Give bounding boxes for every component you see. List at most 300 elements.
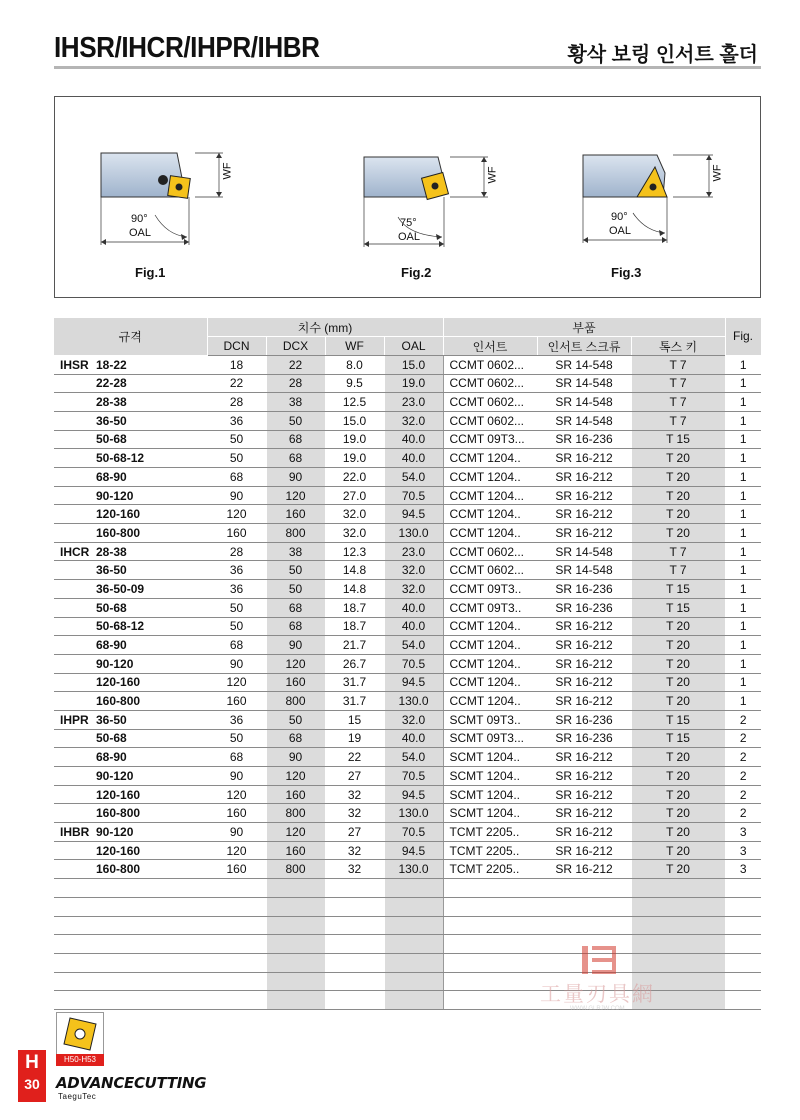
table-row xyxy=(54,654,761,673)
fig-cell: 1 xyxy=(725,355,761,374)
insert-cell: CCMT 1204.. xyxy=(443,617,537,636)
table-row xyxy=(54,692,761,711)
key-cell: T 15 xyxy=(631,710,725,729)
section-tab xyxy=(18,1050,46,1102)
dcx-cell: 90 xyxy=(266,468,325,487)
empty-cell xyxy=(443,953,537,972)
key-cell: T 20 xyxy=(631,486,725,505)
key-cell: T 20 xyxy=(631,767,725,786)
model-cell xyxy=(54,411,207,430)
empty-cell xyxy=(443,991,537,1010)
dcn-cell: 160 xyxy=(207,524,266,543)
model-range: 18-22 xyxy=(96,357,127,372)
fig-cell: 1 xyxy=(725,374,761,393)
empty-cell xyxy=(266,879,325,898)
dcx-cell: 38 xyxy=(266,542,325,561)
section-letter: H xyxy=(25,1052,39,1073)
wf-cell: 8.0 xyxy=(325,355,384,374)
watermark-url: WWW.GLRJW.COM xyxy=(570,1006,625,1012)
fig-cell: 3 xyxy=(725,841,761,860)
dcx-cell: 22 xyxy=(266,355,325,374)
header-key: 톡스 키 xyxy=(631,337,725,356)
key-cell: T 20 xyxy=(631,468,725,487)
fig-cell: 1 xyxy=(725,617,761,636)
empty-cell xyxy=(325,953,384,972)
empty-cell xyxy=(266,897,325,916)
empty-cell xyxy=(443,972,537,991)
brand-sub: TaeguTec xyxy=(58,1092,97,1101)
model-cell xyxy=(54,598,207,617)
fig-cell: 1 xyxy=(725,468,761,487)
dcx-cell: 120 xyxy=(266,486,325,505)
wf-cell: 9.5 xyxy=(325,374,384,393)
wf-cell: 19.0 xyxy=(325,430,384,449)
screw-cell: SR 14-548 xyxy=(537,355,631,374)
empty-cell xyxy=(537,916,631,935)
model-prefix: IHCR xyxy=(60,544,90,559)
figure-3 xyxy=(577,97,747,280)
header-wf: WF xyxy=(325,337,384,356)
key-cell: T 20 xyxy=(631,804,725,823)
empty-cell xyxy=(725,897,761,916)
empty-cell xyxy=(537,897,631,916)
empty-cell xyxy=(207,953,266,972)
table-row xyxy=(54,542,761,561)
table-row xyxy=(54,411,761,430)
empty-cell xyxy=(207,879,266,898)
insert-cell: CCMT 1204.. xyxy=(443,636,537,655)
empty-cell xyxy=(266,916,325,935)
oal-cell: 23.0 xyxy=(384,542,443,561)
key-cell: T 15 xyxy=(631,729,725,748)
model-cell xyxy=(54,729,207,748)
wf-cell: 32 xyxy=(325,841,384,860)
insert-cell: CCMT 0602... xyxy=(443,542,537,561)
key-cell: T 20 xyxy=(631,823,725,842)
empty-cell xyxy=(266,953,325,972)
table-row xyxy=(54,710,761,729)
dcn-cell: 50 xyxy=(207,449,266,468)
key-cell: T 20 xyxy=(631,524,725,543)
key-cell: T 7 xyxy=(631,374,725,393)
page-subtitle: 황삭 보링 인서트 홀더 xyxy=(567,44,758,66)
dcn-cell: 120 xyxy=(207,841,266,860)
wf-cell: 18.7 xyxy=(325,617,384,636)
model-range: 90-120 xyxy=(96,488,134,503)
insert-cell: TCMT 2205.. xyxy=(443,823,537,842)
screw-cell: SR 16-212 xyxy=(537,654,631,673)
model-range: 120-160 xyxy=(96,843,141,858)
screw-cell: SR 16-212 xyxy=(537,449,631,468)
screw-cell: SR 16-236 xyxy=(537,580,631,599)
model-range: 36-50 xyxy=(96,712,127,727)
dcx-cell: 800 xyxy=(266,860,325,879)
insert-cell: CCMT 1204.. xyxy=(443,692,537,711)
dcx-cell: 160 xyxy=(266,841,325,860)
model-range: 90-120 xyxy=(96,768,134,783)
model-cell xyxy=(54,785,207,804)
empty-cell xyxy=(266,935,325,954)
dcn-cell: 50 xyxy=(207,598,266,617)
empty-cell xyxy=(207,916,266,935)
wf-cell: 19 xyxy=(325,729,384,748)
key-cell: T 20 xyxy=(631,449,725,468)
dcn-cell: 160 xyxy=(207,860,266,879)
fig-cell: 1 xyxy=(725,411,761,430)
fig-cell: 3 xyxy=(725,860,761,879)
key-cell: T 20 xyxy=(631,748,725,767)
model-cell xyxy=(54,505,207,524)
dcn-cell: 120 xyxy=(207,505,266,524)
empty-cell xyxy=(443,879,537,898)
fig-cell: 1 xyxy=(725,692,761,711)
dcn-cell: 50 xyxy=(207,617,266,636)
empty-cell xyxy=(54,879,207,898)
empty-cell xyxy=(631,879,725,898)
table-row xyxy=(54,729,761,748)
model-cell xyxy=(54,374,207,393)
model-range: 28-38 xyxy=(96,544,127,559)
fig-cell: 1 xyxy=(725,673,761,692)
wf-cell: 27.0 xyxy=(325,486,384,505)
oal-cell: 40.0 xyxy=(384,729,443,748)
oal-cell: 70.5 xyxy=(384,486,443,505)
figure-3-caption: Fig.3 xyxy=(611,265,642,280)
model-range: 120-160 xyxy=(96,507,141,522)
dcn-cell: 90 xyxy=(207,654,266,673)
dcx-cell: 800 xyxy=(266,524,325,543)
model-range: 36-50 xyxy=(96,413,127,428)
oal-cell: 94.5 xyxy=(384,785,443,804)
dcn-cell: 90 xyxy=(207,767,266,786)
oal-cell: 130.0 xyxy=(384,804,443,823)
fig-cell: 2 xyxy=(725,710,761,729)
key-cell: T 20 xyxy=(631,636,725,655)
wf-cell: 26.7 xyxy=(325,654,384,673)
table-row xyxy=(54,505,761,524)
fig-cell: 2 xyxy=(725,748,761,767)
insert-thumbnail-icon xyxy=(56,1012,104,1058)
empty-cell xyxy=(443,916,537,935)
dcx-cell: 160 xyxy=(266,505,325,524)
figure-2-oal-label: OAL xyxy=(398,231,421,243)
fig-cell: 1 xyxy=(725,636,761,655)
model-prefix: IHBR xyxy=(60,824,90,839)
dcx-cell: 120 xyxy=(266,654,325,673)
fig-cell: 1 xyxy=(725,393,761,412)
dcx-cell: 120 xyxy=(266,767,325,786)
dcn-cell: 90 xyxy=(207,486,266,505)
table-row xyxy=(54,767,761,786)
dcn-cell: 22 xyxy=(207,374,266,393)
table-row xyxy=(54,374,761,393)
empty-cell xyxy=(384,953,443,972)
empty-cell xyxy=(325,879,384,898)
figure-3-angle-label: 90° xyxy=(611,211,628,223)
empty-cell xyxy=(384,972,443,991)
figure-1-wf-label: WF xyxy=(221,162,234,180)
empty-cell xyxy=(325,991,384,1010)
table-row xyxy=(54,468,761,487)
key-cell: T 20 xyxy=(631,505,725,524)
fig-cell: 1 xyxy=(725,561,761,580)
key-cell: T 20 xyxy=(631,841,725,860)
insert-cell: CCMT 0602... xyxy=(443,374,537,393)
model-range: 90-120 xyxy=(96,824,134,839)
oal-cell: 130.0 xyxy=(384,692,443,711)
dcx-cell: 160 xyxy=(266,673,325,692)
oal-cell: 40.0 xyxy=(384,449,443,468)
table-row xyxy=(54,355,761,374)
wf-cell: 22.0 xyxy=(325,468,384,487)
insert-cell: CCMT 0602... xyxy=(443,393,537,412)
empty-cell xyxy=(725,953,761,972)
oal-cell: 130.0 xyxy=(384,524,443,543)
screw-cell: SR 16-212 xyxy=(537,524,631,543)
insert-cell: TCMT 2205.. xyxy=(443,841,537,860)
model-range: 120-160 xyxy=(96,787,141,802)
empty-cell xyxy=(54,953,207,972)
screw-cell: SR 16-212 xyxy=(537,785,631,804)
screw-cell: SR 16-212 xyxy=(537,486,631,505)
empty-cell xyxy=(325,897,384,916)
header-screw: 인서트 스크류 xyxy=(537,337,631,356)
empty-cell xyxy=(207,972,266,991)
dcn-cell: 90 xyxy=(207,823,266,842)
table-row xyxy=(54,673,761,692)
insert-cell: CCMT 1204.. xyxy=(443,654,537,673)
model-range: 28-38 xyxy=(96,395,127,410)
wf-cell: 19.0 xyxy=(325,449,384,468)
dcn-cell: 120 xyxy=(207,673,266,692)
header-spec: 규격 xyxy=(54,318,207,355)
wf-cell: 32 xyxy=(325,804,384,823)
dcx-cell: 50 xyxy=(266,561,325,580)
table-row xyxy=(54,486,761,505)
dcn-cell: 68 xyxy=(207,748,266,767)
page-title: IHSR/IHCR/IHPR/IHBR xyxy=(54,32,320,64)
oal-cell: 130.0 xyxy=(384,860,443,879)
oal-cell: 15.0 xyxy=(384,355,443,374)
table-row xyxy=(54,524,761,543)
figure-2-angle-label: 75° xyxy=(400,217,417,229)
model-range: 68-90 xyxy=(96,750,127,765)
header-fig: Fig. xyxy=(725,318,761,355)
empty-cell xyxy=(54,991,207,1010)
fig-cell: 2 xyxy=(725,804,761,823)
empty-row xyxy=(54,916,761,935)
insert-cell: SCMT 1204.. xyxy=(443,804,537,823)
oal-cell: 54.0 xyxy=(384,468,443,487)
oal-cell: 32.0 xyxy=(384,411,443,430)
figure-2 xyxy=(358,97,528,280)
model-range: 90-120 xyxy=(96,656,134,671)
model-range: 22-28 xyxy=(96,376,127,391)
model-range: 36-50-09 xyxy=(96,581,145,596)
screw-cell: SR 16-212 xyxy=(537,505,631,524)
model-cell xyxy=(54,673,207,692)
figure-1-caption: Fig.1 xyxy=(135,265,166,280)
wf-cell: 27 xyxy=(325,767,384,786)
dcn-cell: 160 xyxy=(207,804,266,823)
dcx-cell: 50 xyxy=(266,580,325,599)
screw-cell: SR 14-548 xyxy=(537,393,631,412)
dcn-cell: 68 xyxy=(207,468,266,487)
figure-3-wf-label: WF xyxy=(711,164,724,182)
key-cell: T 7 xyxy=(631,411,725,430)
insert-cell: SCMT 1204.. xyxy=(443,748,537,767)
key-cell: T 15 xyxy=(631,430,725,449)
dcn-cell: 18 xyxy=(207,355,266,374)
empty-cell xyxy=(537,879,631,898)
oal-cell: 40.0 xyxy=(384,598,443,617)
wf-cell: 32 xyxy=(325,860,384,879)
table-row xyxy=(54,860,761,879)
empty-cell xyxy=(384,916,443,935)
key-cell: T 7 xyxy=(631,355,725,374)
model-cell xyxy=(54,355,207,374)
empty-cell xyxy=(54,916,207,935)
screw-cell: SR 16-236 xyxy=(537,729,631,748)
insert-cell: TCMT 2205.. xyxy=(443,860,537,879)
empty-cell xyxy=(384,897,443,916)
screw-cell: SR 16-212 xyxy=(537,692,631,711)
table-row xyxy=(54,785,761,804)
screw-cell: SR 14-548 xyxy=(537,542,631,561)
key-cell: T 15 xyxy=(631,580,725,599)
table-row xyxy=(54,823,761,842)
dcx-cell: 90 xyxy=(266,636,325,655)
model-range: 50-68-12 xyxy=(96,451,145,466)
dcn-cell: 28 xyxy=(207,393,266,412)
empty-cell xyxy=(207,897,266,916)
spec-table xyxy=(54,318,762,1010)
model-range: 50-68 xyxy=(96,600,127,615)
screw-cell: SR 14-548 xyxy=(537,561,631,580)
empty-cell xyxy=(266,991,325,1010)
insert-cell: CCMT 1204.. xyxy=(443,468,537,487)
oal-cell: 70.5 xyxy=(384,767,443,786)
dcx-cell: 160 xyxy=(266,785,325,804)
oal-cell: 32.0 xyxy=(384,561,443,580)
table-row xyxy=(54,393,761,412)
figure-2-wf-label: WF xyxy=(486,166,499,184)
screw-cell: SR 16-212 xyxy=(537,860,631,879)
empty-cell xyxy=(443,897,537,916)
model-cell xyxy=(54,841,207,860)
figure-1-oal-label: OAL xyxy=(129,227,152,239)
fig-cell: 1 xyxy=(725,524,761,543)
insert-cell: SCMT 09T3.. xyxy=(443,710,537,729)
figure-1-angle-label: 90° xyxy=(131,213,148,225)
empty-cell xyxy=(725,879,761,898)
fig-cell: 2 xyxy=(725,767,761,786)
empty-cell xyxy=(325,916,384,935)
model-range: 160-800 xyxy=(96,525,141,540)
dcx-cell: 68 xyxy=(266,729,325,748)
table-row xyxy=(54,598,761,617)
insert-cell: CCMT 1204.. xyxy=(443,449,537,468)
empty-cell xyxy=(384,935,443,954)
model-cell xyxy=(54,710,207,729)
screw-cell: SR 16-212 xyxy=(537,804,631,823)
screw-cell: SR 16-212 xyxy=(537,673,631,692)
header-dcn: DCN xyxy=(207,337,266,356)
watermark-chinese: 工量刃具網 xyxy=(540,982,655,1006)
title-underline xyxy=(54,66,761,69)
page-number: 30 xyxy=(24,1076,40,1092)
empty-cell xyxy=(54,972,207,991)
insert-cell: CCMT 0602... xyxy=(443,411,537,430)
screw-cell: SR 16-212 xyxy=(537,767,631,786)
screw-cell: SR 16-212 xyxy=(537,617,631,636)
insert-cell: CCMT 0602... xyxy=(443,355,537,374)
model-prefix: IHSR xyxy=(60,357,89,372)
dcx-cell: 68 xyxy=(266,617,325,636)
dcx-cell: 800 xyxy=(266,692,325,711)
insert-cell: CCMT 1204.. xyxy=(443,505,537,524)
screw-cell: SR 16-236 xyxy=(537,710,631,729)
dcx-cell: 28 xyxy=(266,374,325,393)
table-row xyxy=(54,748,761,767)
fig-cell: 1 xyxy=(725,430,761,449)
empty-cell xyxy=(54,897,207,916)
spec-table-body xyxy=(54,355,761,1009)
oal-cell: 32.0 xyxy=(384,580,443,599)
empty-cell xyxy=(725,972,761,991)
dcn-cell: 36 xyxy=(207,411,266,430)
header-oal: OAL xyxy=(384,337,443,356)
figure-2-caption: Fig.2 xyxy=(401,265,432,280)
dcx-cell: 50 xyxy=(266,710,325,729)
key-cell: T 7 xyxy=(631,561,725,580)
model-range: 50-68 xyxy=(96,432,127,447)
dcn-cell: 50 xyxy=(207,430,266,449)
oal-cell: 94.5 xyxy=(384,841,443,860)
insert-cell: CCMT 1204... xyxy=(443,486,537,505)
dcn-cell: 36 xyxy=(207,710,266,729)
oal-cell: 40.0 xyxy=(384,430,443,449)
key-cell: T 20 xyxy=(631,673,725,692)
model-range: 160-800 xyxy=(96,862,141,877)
dcx-cell: 120 xyxy=(266,823,325,842)
empty-cell xyxy=(443,935,537,954)
model-cell xyxy=(54,430,207,449)
model-range: 36-50 xyxy=(96,563,127,578)
insert-cell: CCMT 09T3.. xyxy=(443,598,537,617)
table-row xyxy=(54,636,761,655)
wf-cell: 18.7 xyxy=(325,598,384,617)
table-row xyxy=(54,617,761,636)
dcn-cell: 120 xyxy=(207,785,266,804)
dcx-cell: 68 xyxy=(266,449,325,468)
wf-cell: 27 xyxy=(325,823,384,842)
key-cell: T 20 xyxy=(631,654,725,673)
table-row xyxy=(54,449,761,468)
key-cell: T 7 xyxy=(631,542,725,561)
header-dcx: DCX xyxy=(266,337,325,356)
model-range: 120-160 xyxy=(96,675,141,690)
table-row xyxy=(54,841,761,860)
brand-name: ADVANCECUTTING xyxy=(56,1074,207,1092)
fig-cell: 1 xyxy=(725,542,761,561)
wf-cell: 21.7 xyxy=(325,636,384,655)
oal-cell: 40.0 xyxy=(384,617,443,636)
fig-cell: 1 xyxy=(725,505,761,524)
screw-cell: SR 14-548 xyxy=(537,411,631,430)
empty-cell xyxy=(631,897,725,916)
wf-cell: 22 xyxy=(325,748,384,767)
